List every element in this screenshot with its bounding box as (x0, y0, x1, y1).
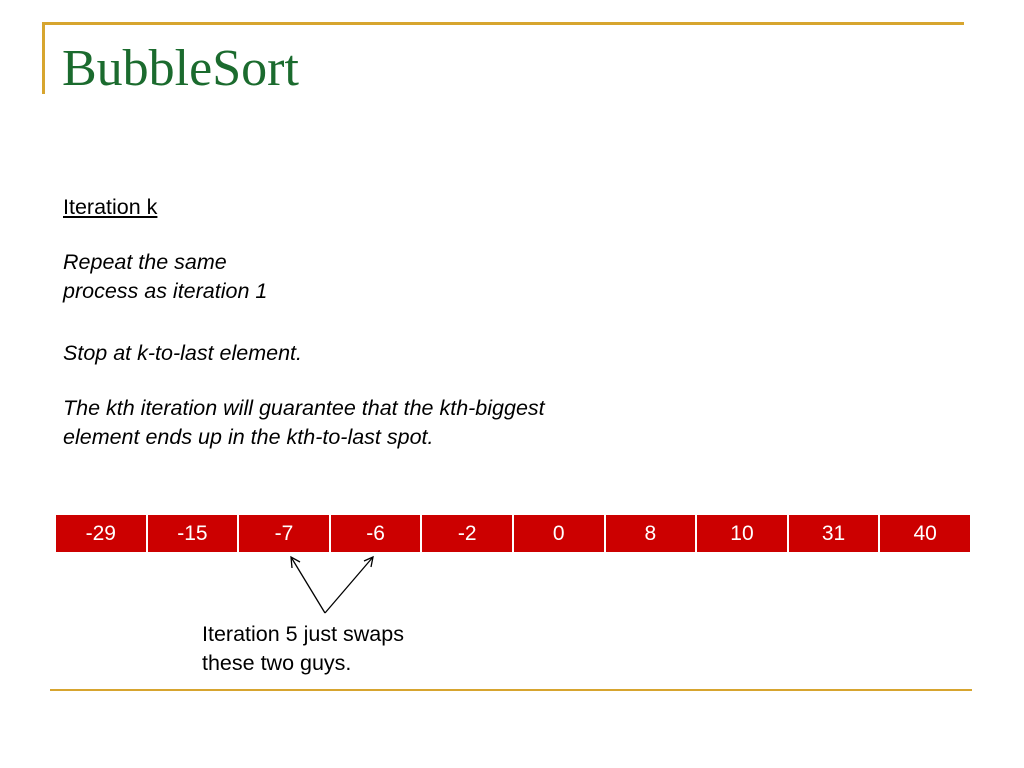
array-cell: -29 (55, 514, 147, 553)
array-table (54, 513, 972, 554)
array-cell: 31 (788, 514, 880, 553)
swap-annotation (202, 620, 404, 678)
array-cell: 8 (605, 514, 697, 553)
array-cell: -6 (330, 514, 422, 553)
arrow-right-shaft (325, 557, 373, 613)
frame-top-rule (42, 22, 964, 25)
array-cell: -15 (147, 514, 239, 553)
annotation-line: these two guys. (202, 651, 352, 675)
annotation-line: Iteration 5 just swaps (202, 622, 404, 646)
array-cell: 10 (696, 514, 788, 553)
array-cell: 0 (513, 514, 605, 553)
array-cell: -7 (238, 514, 330, 553)
paragraph-repeat (63, 248, 267, 306)
paragraph-line: process as iteration 1 (63, 279, 268, 303)
paragraph-line: Repeat the same (63, 250, 227, 274)
array-cell: -2 (421, 514, 513, 553)
paragraph-line: Stop at k-to-last element. (63, 341, 302, 365)
array-cell: 40 (879, 514, 971, 553)
paragraph-line: The kth iteration will guarantee that the kth-biggest (63, 396, 545, 420)
section-heading: Iteration k (63, 195, 158, 219)
slide-title: BubbleSort (62, 40, 299, 97)
swap-arrows (280, 548, 390, 618)
paragraph-guarantee (63, 394, 545, 452)
array-row (55, 514, 971, 553)
frame-bottom-rule (50, 689, 972, 691)
arrow-left-shaft (291, 557, 325, 613)
frame-left-rule (42, 22, 45, 94)
paragraph-line: element ends up in the kth-to-last spot. (63, 425, 434, 449)
paragraph-stop (63, 339, 302, 368)
